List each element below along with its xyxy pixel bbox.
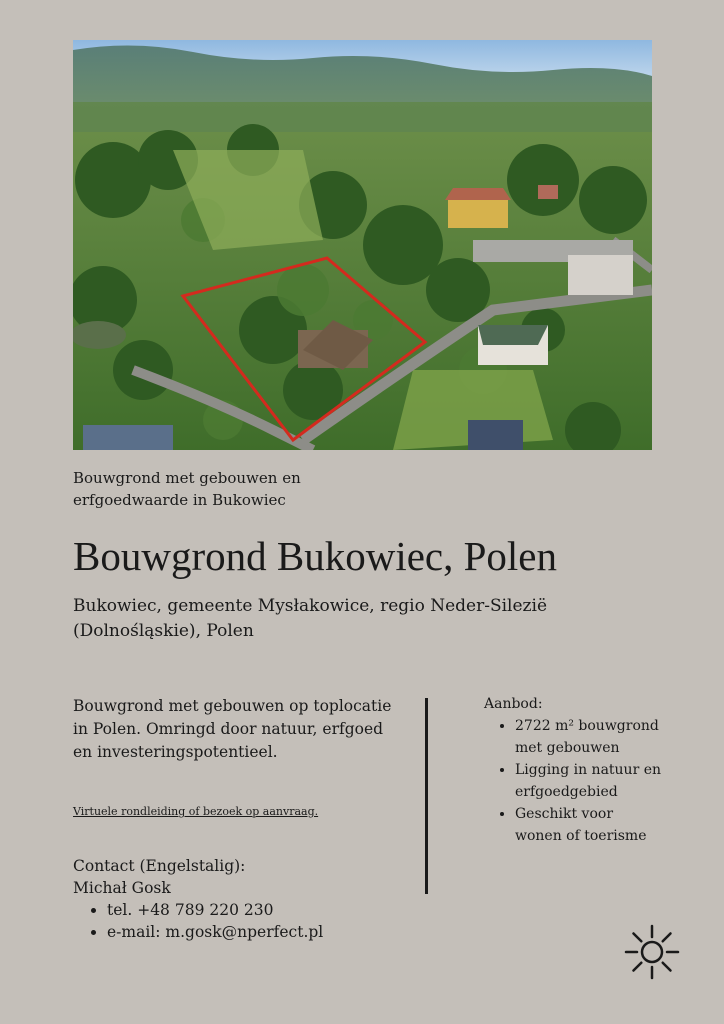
offer-item: • Geschikt voor wonen of toerisme [515,803,664,847]
location-line: Bukowiec, gemeente Mysłakowice, regio Neder-Silezië (Dolnośląskie), Polen [73,596,548,641]
sun-icon [624,924,680,980]
offer-list [484,715,664,847]
vertical-divider [425,698,428,894]
offer-item: • 2722 m² bouwgrond met gebouwen [515,715,664,759]
offer-heading: Aanbod: [484,696,543,712]
tour-request-link[interactable]: Virtuele rondleiding of bezoek op aanvraag. [73,805,319,818]
offer-item: • Ligging in natuur en erfgoedgebied [515,759,664,803]
contact-name: Michał Gosk [73,879,171,897]
subtitle: Bouwgrond met gebouwen en erfgoedwaarde in Bukowiec [73,469,301,509]
contact-heading: Contact (Engelstalig): [73,857,246,875]
contact-block [73,855,393,943]
offer-block [484,693,664,847]
contact-phone: • tel. +48 789 220 230 [107,899,393,921]
contact-list [73,899,393,943]
page-title: Bouwgrond Bukowiec, Polen [73,533,557,579]
aerial-photo [73,40,652,450]
description-text: Bouwgrond met gebouwen op toplocatie in Polen. Omringd door natuur, erfgoed en investeringspotentieel. [73,697,392,761]
contact-email: • e-mail: m.gosk@nperfect.pl [107,921,393,943]
